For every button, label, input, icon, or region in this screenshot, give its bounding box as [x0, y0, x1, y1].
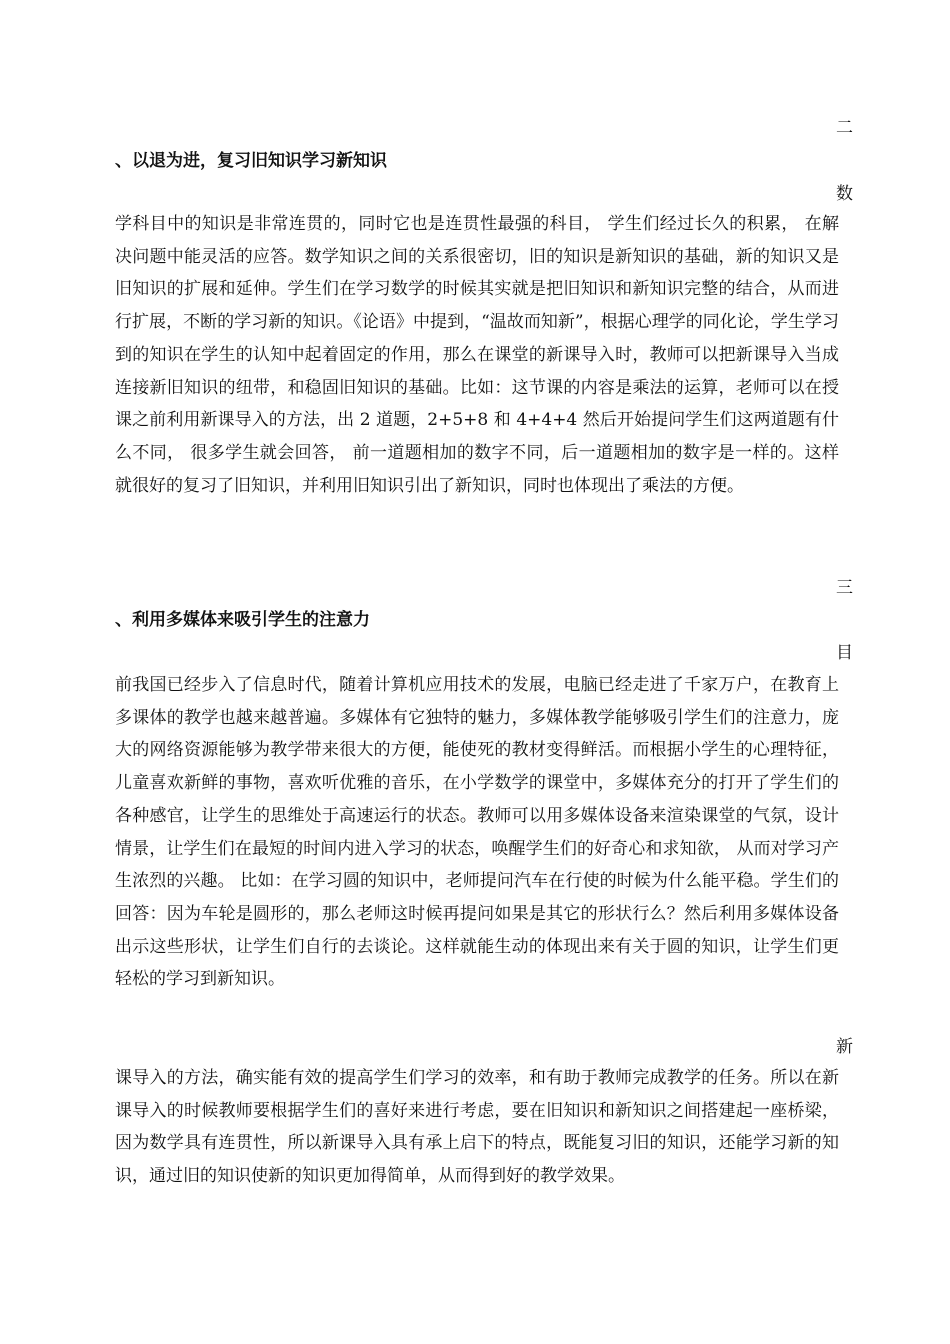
paragraph-lead-char: 数: [836, 184, 853, 204]
paragraph-lead-char: 新: [836, 1037, 853, 1057]
body-paragraph: 前我国已经步入了信息时代，随着计算机应用技术的发展，电脑已经走进了千家万户，在教育上多课体的教学也越来越普遍。多媒体有它独特的魅力，多媒体教学能够吸引学生们的注意力，庞大的网络资源能够为教学带来很大的方便，能使死的教材变得鲜活。而根据小学生的心理特征，儿童喜欢新鲜的事物，喜欢听优雅的音乐，在小学数学的课堂中，多媒体充分的打开了学生们的各种感官，让学生的思维处于高速运行的状态。教师可以用多媒体设备来渲染课堂的气氛，设计情景，让学生们在最短的时间内进入学习的状态，唤醒学生们的好奇心和求知欲， 从而对学习产生浓烈的兴趣。 比如：在学习圆的知识中，老师提问汽车在行使的时候为什么能平稳。学生们的回答：因为车轮是圆形的，那么老师这时候再提问如果是其它的形状行么？然后利用多媒体设备出示这些形状，让学生们自行的去谈论。这样就能生动的体现出来有关于圆的知识，让学生们更轻松的学习到新知识。: [115, 675, 839, 990]
body-paragraph: 学科目中的知识是非常连贯的，同时它也是连贯性最强的科目， 学生们经过长久的积累， 在解决问题中能灵活的应答。数学知识之间的关系很密切，旧的知识是新知识的基础，新的知识又是旧知识的扩展和延伸。学生们在学习数学的时候其实就是把旧知识和新知识完整的结合，从而进行扩展，不断的学习新的知识。《论语》中提到，“温故而知新”，根据心理学的同化论，学生学习到的知识在学生的认知中起着固定的作用，那么在课堂的新课导入时，教师可以把新课导入当成连接新旧知识的纽带，和稳固旧知识的基础。比如：这节课的内容是乘法的运算，老师可以在授课之前利用新课导入的方法，出 2 道题，2+5+8 和 4+4+4 然后开始提问学生们这两道题有什么不同， 很多学生就会回答， 前一道题相加的数字不同，后一道题相加的数字是一样的。这样就很好的复习了旧知识，并利用旧知识引出了新知识，同时也体现出了乘法的方便。: [115, 214, 839, 496]
section-number-marker: 三: [836, 578, 853, 598]
section-heading: 、以退为进，复习旧知识学习新知识: [115, 151, 387, 171]
section-number-marker: 二: [836, 118, 853, 138]
section-heading: 、利用多媒体来吸引学生的注意力: [115, 610, 370, 630]
paragraph-lead-char: 目: [836, 643, 853, 663]
body-paragraph: 课导入的方法，确实能有效的提高学生们学习的效率，和有助于教师完成教学的任务。所以在新课导入的时候教师要根据学生们的喜好来进行考虑，要在旧知识和新知识之间搭建起一座桥梁，因为数学具有连贯性，所以新课导入具有承上启下的特点，既能复习旧的知识，还能学习新的知识，通过旧的知识使新的知识更加得简单，从而得到好的教学效果。: [115, 1068, 839, 1187]
